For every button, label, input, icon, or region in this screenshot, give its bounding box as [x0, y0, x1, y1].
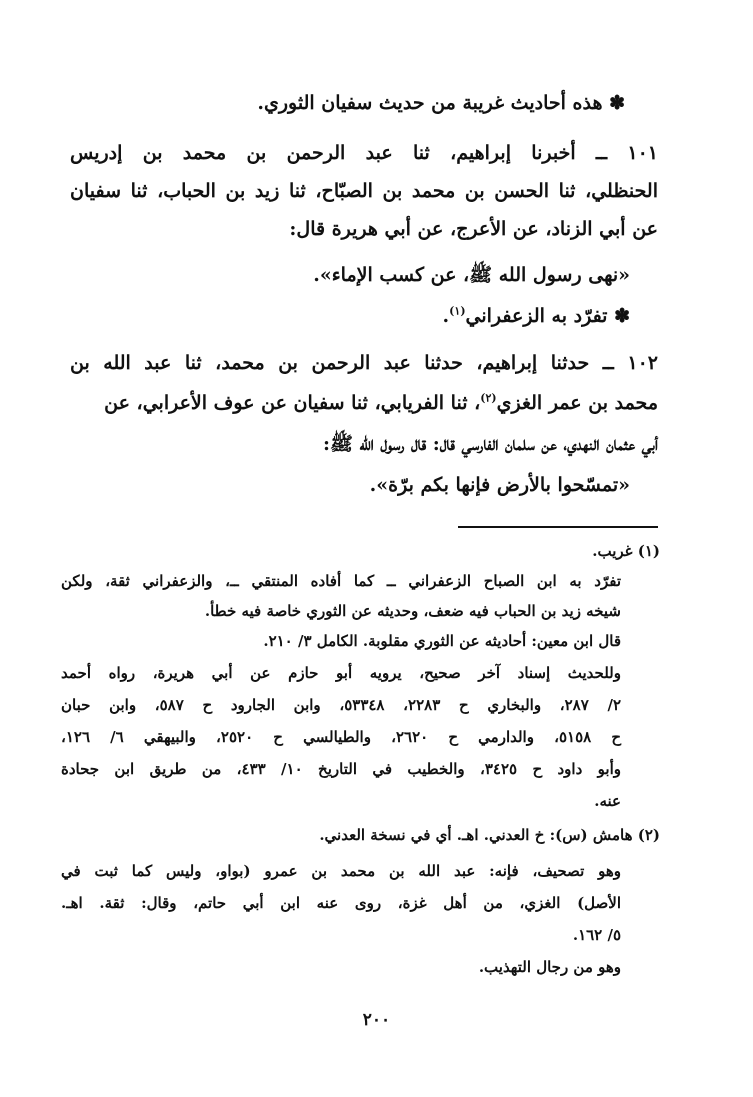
footnote-1-label: (١) غريب. [592, 542, 660, 560]
footnote-2-label: (٢) هامش (س): خ العدني. اهـ. أي في نسخة العدني. [319, 826, 660, 844]
footnote-1-line-3: شيخه زيد بن الحباب فيه ضعف، وحديثه عن الثوري خاصة فيه خطأ. [204, 602, 621, 620]
hadith-101-note [443, 305, 630, 327]
hadith-102-line-1: ١٠٢ ــ حدثنا إبراهيم، حدثنا عبد الرحمن بن محمد، ثنا عبد الله بن [70, 352, 658, 374]
page-number: ٢٠٠ [362, 1010, 391, 1030]
footnote-1-line-2: تفرّد به ابن الصباح الزعفراني ــ كما أفاده المنتقي ــ، والزعفراني ثقة، ولكن [61, 572, 621, 590]
footnote-1-line-6: ٢/ ٢٨٧، والبخاري ح ٢٢٨٣، ٥٣٣٤٨، وابن الجارود ح ٥٨٧، وابن حبان [61, 696, 621, 714]
hadith-102-text: «تمسّحوا بالأرض فإنها بكم برّة». [369, 474, 630, 496]
hadith-102-line-2 [70, 392, 658, 414]
footnote-1-line-4: قال ابن معين: أحاديثه عن الثوري مقلوبة. الكامل ٣/ ٢١٠. [263, 632, 621, 650]
hadith-101-line-3: عن أبي الزناد، عن الأعرج، عن أبي هريرة قال: [289, 218, 658, 240]
footnote-ref-1[interactable]: (١) [449, 304, 466, 318]
footnote-1-line-9: عنه. [594, 792, 621, 810]
footnote-ref-2[interactable]: (٢) [480, 391, 497, 405]
hadith-102-line-2-pre: محمد بن عمر الغزي [496, 392, 658, 414]
hadith-101-note-text: ✽ تفرّد به الزعفراني [465, 305, 630, 327]
footnote-1-line-8: وأبو داود ح ٣٤٢٥، والخطيب في التاريخ ١٠/ ٤٣٣، من طريق ابن جحادة [61, 760, 621, 778]
footnote-2-line-3: الأصل) الغزي، من أهل غزة، روى عنه ابن أبي حاتم، وقال: ثقة. اهـ. [61, 894, 621, 912]
footnote-1-line-5: وللحديث إسناد آخر صحيح، يرويه أبو حازم عن أبي هريرة، رواه أحمد [61, 664, 621, 682]
hadith-101-text: «نهى رسول الله ﷺ، عن كسب الإماء». [313, 264, 630, 286]
hadith-102-line-2-post: ، ثنا الفريابي، ثنا سفيان عن عوف الأعرابي، عن [104, 392, 481, 414]
hadith-101-line-1: ١٠١ ــ أخبرنا إبراهيم، ثنا عبد الرحمن بن محمد بن إدريس [70, 142, 658, 164]
footnote-2-line-2: وهو تصحيف، فإنه: عبد الله بن محمد بن عمرو (بواو، وليس كما ثبت في [61, 862, 621, 880]
footnote-2-line-5: وهو من رجال التهذيب. [478, 958, 621, 976]
footnote-1-line-7: ح ٥١٥٨، والدارمي ح ٢٦٢٠، والطيالسي ح ٢٥٢٠، والبيهقي ٦/ ١٢٦، [61, 728, 622, 746]
footnote-2-line-4: ٥/ ١٦٢. [572, 926, 621, 944]
hadith-101-note-end: . [442, 305, 450, 327]
section-heading: ✽ هذه أحاديث غريبة من حديث سفيان الثوري. [257, 92, 625, 114]
hadith-102-line-3: أبي عثمان النهدي، عن سلمان الفارسي قال: قال رسول الله ﷺ: [322, 433, 658, 455]
hadith-101-line-2: الحنظلي، ثنا الحسن بن محمد بن الصبّاح، ثنا زيد بن الحباب، ثنا سفيان [70, 180, 658, 202]
footnote-separator [458, 526, 658, 528]
